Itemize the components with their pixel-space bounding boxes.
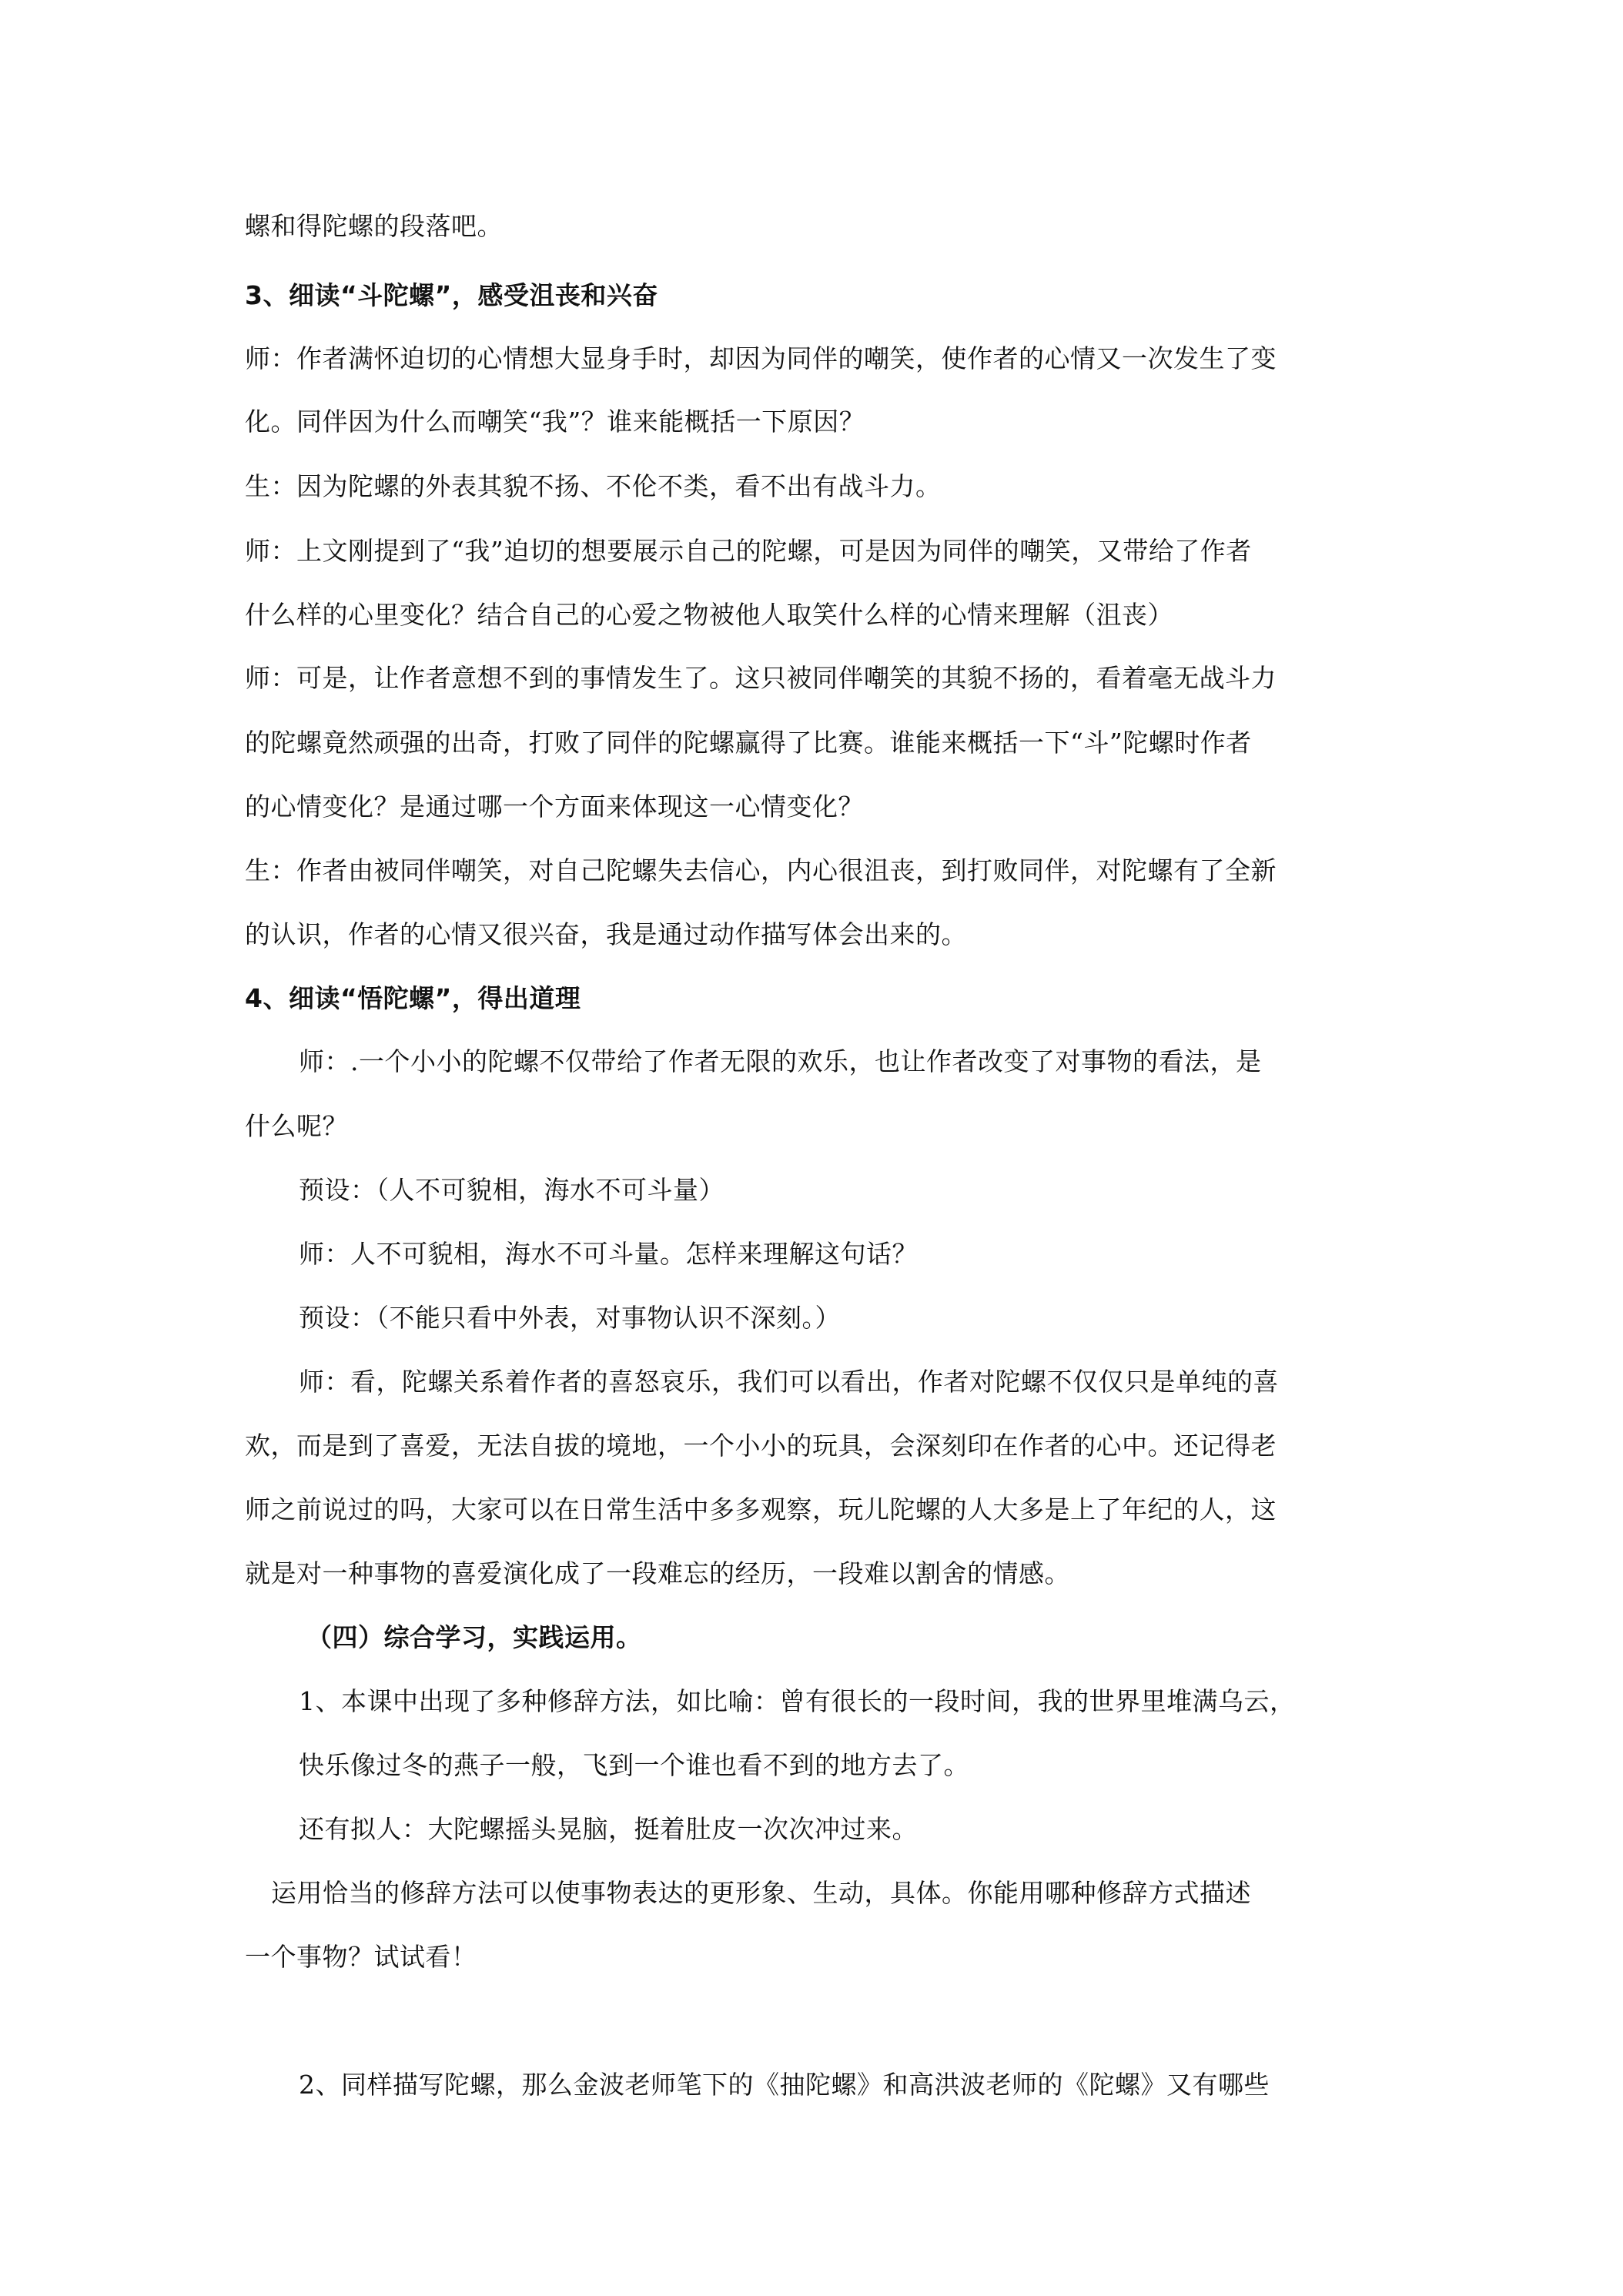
paragraph-line: 师：看，陀螺关系着作者的喜怒哀乐，我们可以看出，作者对陀螺不仅仅只是单纯的喜: [299, 1367, 1279, 1397]
paragraph-line: 的陀螺竟然顽强的出奇，打败了同伴的陀螺赢得了比赛。谁能来概括一下“斗”陀螺时作者: [245, 728, 1252, 758]
paragraph-line: 预设：（人不可貌相，海水不可斗量）: [299, 1175, 724, 1205]
paragraph-line: 师：作者满怀迫切的心情想大显身手时，却因为同伴的嘲笑，使作者的心情又一次发生了变: [245, 343, 1277, 373]
paragraph-line: 就是对一种事物的喜爱演化成了一段难忘的经历，一段难以割舍的情感。: [245, 1558, 1070, 1588]
paragraph-line: 的心情变化？是通过哪一个方面来体现这一心情变化？: [245, 792, 864, 822]
section-heading-3: 3、细读“斗陀螺”，感受沮丧和兴奋: [245, 280, 658, 310]
paragraph-line: 螺和得陀螺的段落吧。: [245, 211, 503, 241]
paragraph-line: 生：因为陀螺的外表其貌不扬、不伦不类，看不出有战斗力。: [245, 471, 942, 501]
section-heading-4: 4、细读“悟陀螺”，得出道理: [245, 983, 581, 1013]
paragraph-line: 师：人不可貌相，海水不可斗量。怎样来理解这句话？: [299, 1239, 918, 1269]
paragraph-line: 预设：（不能只看中外表，对事物认识不深刻。）: [299, 1303, 841, 1333]
paragraph-line: 快乐像过冬的燕子一般，飞到一个谁也看不到的地方去了。: [299, 1750, 969, 1780]
paragraph-line: 师：可是，让作者意想不到的事情发生了。这只被同伴嘲笑的其貌不扬的，看着毫无战斗力: [245, 663, 1277, 693]
section-heading-four: （四）综合学习，实践运用。: [306, 1622, 642, 1652]
paragraph-line: 什么样的心里变化？结合自己的心爱之物被他人取笑什么样的心情来理解（沮丧）: [245, 600, 1173, 630]
paragraph-line: 2、同样描写陀螺，那么金波老师笔下的《抽陀螺》和高洪波老师的《陀螺》又有哪些: [299, 2070, 1270, 2100]
paragraph-line: 欢，而是到了喜爱，无法自拔的境地，一个小小的玩具，会深刻印在作者的心中。还记得老: [245, 1431, 1277, 1461]
paragraph-line: 师：上文刚提到了“我”迫切的想要展示自己的陀螺，可是因为同伴的嘲笑，又带给了作者: [245, 536, 1252, 566]
paragraph-line: 生：作者由被同伴嘲笑，对自己陀螺失去信心，内心很沮丧，到打败同伴，对陀螺有了全新: [245, 855, 1277, 885]
paragraph-line: 还有拟人：大陀螺摇头晃脑，挺着肚皮一次次冲过来。: [299, 1814, 918, 1844]
paragraph-line: 一个事物？试试看！: [245, 1942, 477, 1972]
paragraph-line: 化。同伴因为什么而嘲笑“我”？谁来能概括一下原因？: [245, 407, 865, 437]
paragraph-line: 运用恰当的修辞方法可以使事物表达的更形象、生动，具体。你能用哪种修辞方式描述: [271, 1878, 1251, 1908]
paragraph-line: 师：.一个小小的陀螺不仅带给了作者无限的欢乐，也让作者改变了对事物的看法，是: [299, 1046, 1262, 1076]
paragraph-line: 的认识，作者的心情又很兴奋，我是通过动作描写体会出来的。: [245, 919, 967, 949]
paragraph-line: 师之前说过的吗，大家可以在日常生活中多多观察，玩儿陀螺的人大多是上了年纪的人，这: [245, 1494, 1277, 1525]
paragraph-line: 什么呢？: [245, 1111, 348, 1141]
paragraph-line: 1、本课中出现了多种修辞方法，如比喻：曾有很长的一段时间，我的世界里堆满乌云，: [299, 1686, 1296, 1716]
